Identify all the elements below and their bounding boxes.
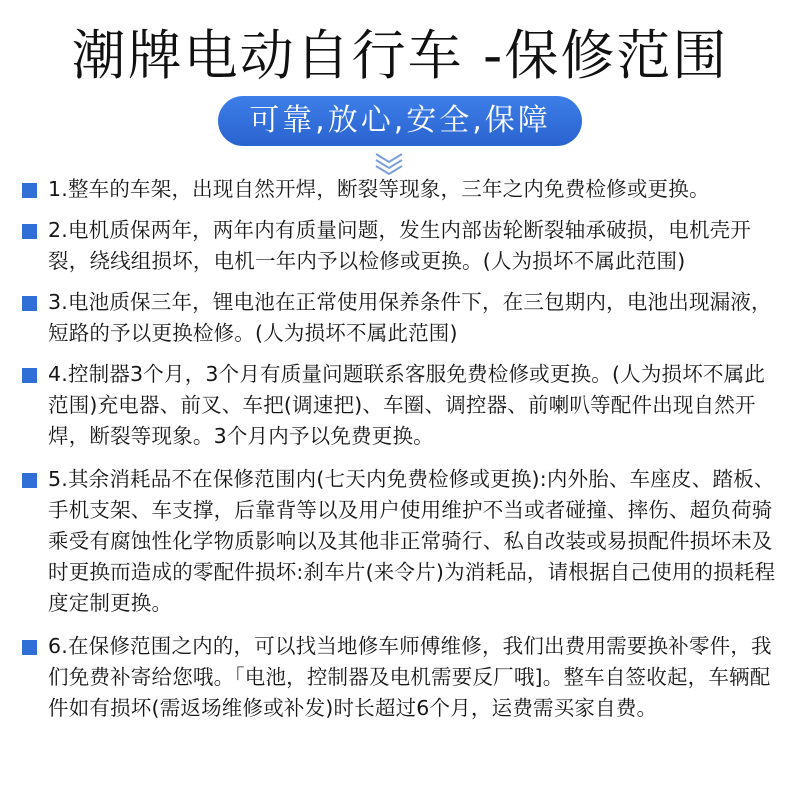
item-text: 3.电池质保三年，锂电池在正常使用保养条件下，在三包期内，电池出现漏液，短路的予以更换检修。(人为损坏不属此范围): [48, 290, 772, 345]
item-text: 1.整车的车架，出现自然开焊，断裂等现象，三年之内免费检修或更换。: [48, 177, 710, 201]
item-text: 2.电机质保两年，两年内有质量问题，发生内部齿轮断裂轴承破损，电机壳开裂，绕线组损坏，电机一年内予以检修或更换。(人为损坏不属此范围): [48, 218, 752, 273]
square-bullet-icon: [22, 640, 37, 655]
square-bullet-icon: [22, 183, 37, 198]
square-bullet-icon: [22, 473, 37, 488]
item-text: 4.控制器3个月，3个月有质量问题联系客服免费检修或更换。(人为损坏不属此范围)充电器、前叉、车把(调速把)、车圈、调控器、前喇叭等配件出现自然开焊，断裂等现象。3个月内予以免费更换。: [48, 362, 766, 448]
warranty-list: [22, 174, 782, 724]
list-item: [22, 359, 782, 452]
list-item: [22, 464, 782, 619]
list-item: [22, 287, 782, 349]
item-text: 5.其余消耗品不在保修范围内(七天内免费检修或更换):内外胎、车座皮、踏板、手机支架、车支撑，后靠背等以及用户使用维护不当或者碰撞、摔伤、超负荷骑乘受有腐蚀性化学物质影响以及其他非正常骑行、私自改装或易损配件损坏未及时更换而造成的零配件损坏:刹车片(来令片)为消耗品，请根据自己使用的损耗程度定制更换。: [48, 467, 776, 615]
item-text: 6.在保修范围之内的，可以找当地修车师傅维修，我们出费用需要换补零件，我们免费补寄给您哦。「电池，控制器及电机需要反厂哦]。整车自签收起，车辆配件如有损坏(需返场维修或补发)时长超过6个月，运费需买家自费。: [48, 634, 772, 720]
page-title: 潮牌电动自行车 -保修范围: [71, 24, 729, 87]
square-bullet-icon: [22, 296, 37, 311]
tagline-banner: 可靠,放心,安全,保障: [218, 96, 582, 146]
list-item: [22, 631, 782, 724]
chevron-down-icon: [372, 150, 406, 176]
list-item: [22, 174, 782, 205]
square-bullet-icon: [22, 368, 37, 383]
list-item: [22, 215, 782, 277]
square-bullet-icon: [22, 224, 37, 239]
